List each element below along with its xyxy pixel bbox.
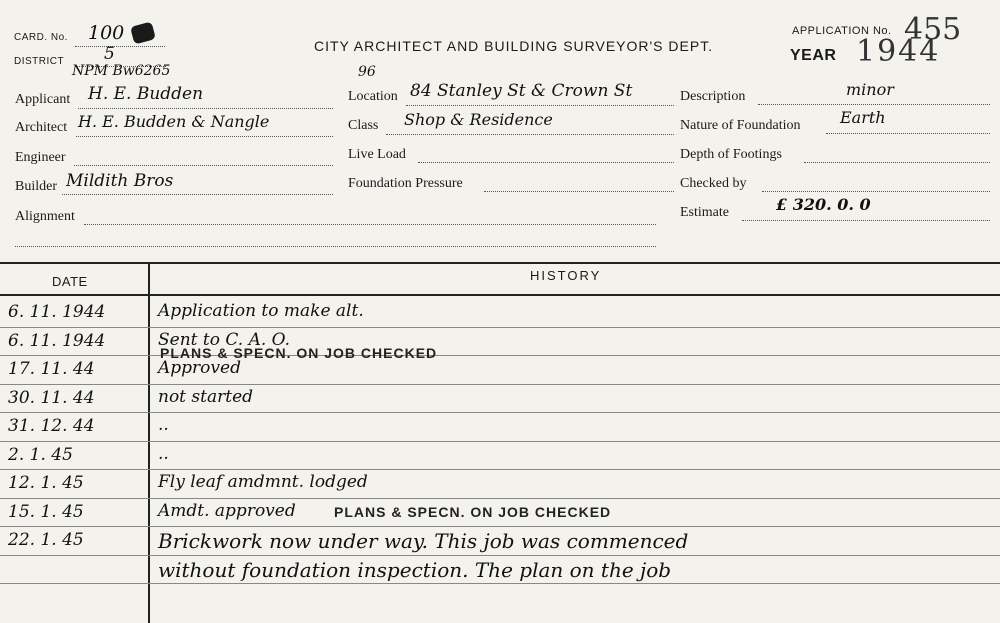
row-stamp: PLANS & SPECN. ON JOB CHECKED: [334, 503, 612, 520]
row-rule: [0, 526, 1000, 527]
row-history-text: Approved: [158, 358, 241, 378]
row-history-text: Application to make alt.: [158, 301, 364, 321]
row-rule: [0, 412, 1000, 413]
row-rule: [0, 583, 1000, 584]
foundation-pressure-line: [484, 191, 674, 192]
row-history-text: Brickwork now under way. This job was commenced: [158, 529, 689, 553]
location-label: Location: [348, 89, 398, 104]
location-line: [406, 105, 674, 106]
architect-value: H. E. Budden & Nangle: [78, 112, 270, 131]
builder-line: [62, 194, 333, 195]
blank-line: [15, 246, 656, 247]
checked-by-label: Checked by: [680, 176, 747, 191]
depth-line: [804, 162, 990, 163]
row-date: 15. 1. 45: [8, 501, 84, 522]
class-line: [386, 134, 674, 135]
row-date: 30. 11. 44: [8, 387, 95, 408]
builder-value: Mildith Bros: [66, 171, 174, 191]
date-column-divider: [148, 264, 150, 623]
ink-blot: [130, 21, 156, 44]
row-stamp: PLANS & SPECN. ON JOB CHECKED: [160, 345, 438, 361]
history-header: HISTORY: [530, 268, 602, 283]
estimate-label: Estimate: [680, 205, 729, 220]
row-date: 31. 12. 44: [8, 416, 95, 436]
builder-label: Builder: [15, 179, 57, 194]
row-history-text: Sent to C. A. O.: [158, 329, 290, 350]
row-date: 6. 11. 1944: [8, 302, 106, 322]
row-history-text: Fly leaf amdmnt. lodged: [158, 472, 368, 492]
table-top-rule: [0, 262, 1000, 264]
top-note-file-ref: NPM Bw6265: [72, 63, 171, 79]
nature-of-foundation-value: Earth: [840, 108, 886, 127]
row-rule: [0, 327, 1000, 328]
row-history-text: ..: [158, 443, 169, 464]
class-label: Class: [348, 118, 379, 133]
estimate-value: £ 320. 0. 0: [776, 195, 871, 214]
alignment-label: Alignment: [15, 209, 75, 224]
row-date: 17. 11. 44: [8, 359, 95, 379]
engineer-label: Engineer: [15, 150, 66, 165]
depth-of-footings-label: Depth of Footings: [680, 147, 782, 162]
row-date: 12. 1. 45: [8, 473, 84, 493]
row-rule: [0, 355, 1000, 356]
district-value: 5: [104, 44, 115, 64]
year-value: 1944: [856, 34, 941, 69]
row-date: 22. 1. 45: [8, 530, 84, 550]
row-date: 6. 11. 1944: [8, 330, 106, 351]
date-header: DATE: [52, 274, 88, 289]
dept-title: CITY ARCHITECT AND BUILDING SURVEYOR'S DEPT.: [314, 38, 714, 54]
row-date: 2. 1. 45: [8, 444, 73, 465]
applicant-value: H. E. Budden: [88, 84, 204, 104]
year-label: YEAR: [790, 47, 837, 64]
estimate-line: [742, 220, 990, 221]
row-rule: [0, 555, 1000, 556]
application-label: APPLICATION No.: [792, 25, 892, 37]
applicant-line: [78, 108, 333, 109]
live-load-label: Live Load: [348, 147, 406, 162]
checked-line: [762, 191, 990, 192]
district-label: DISTRICT: [14, 56, 65, 67]
architect-label: Architect: [15, 120, 68, 135]
description-label: Description: [680, 89, 746, 104]
application-number: 455: [904, 12, 962, 47]
nature-of-foundation-label: Nature of Foundation: [680, 118, 801, 133]
description-line: [758, 104, 990, 105]
alignment-line: [84, 224, 656, 225]
applicant-label: Applicant: [15, 92, 71, 107]
architect-line: [76, 136, 333, 137]
row-history-text: not started: [158, 386, 254, 407]
row-history-text: ..: [158, 415, 169, 435]
card-no-line: [75, 46, 165, 47]
location-value: 84 Stanley St & Crown St: [410, 81, 633, 101]
live-load-line: [418, 162, 674, 163]
engineer-line: [74, 165, 333, 166]
row-rule: [0, 469, 1000, 470]
row-rule: [0, 384, 1000, 385]
card-no-label: CARD. No.: [14, 32, 68, 43]
row-rule: [0, 441, 1000, 442]
top-note-number: 96: [358, 64, 376, 80]
row-history-text: Amdt. approved: [158, 500, 296, 521]
class-value: Shop & Residence: [404, 110, 553, 129]
header-bottom-rule: [0, 294, 1000, 296]
description-value: minor: [846, 80, 894, 99]
foundation-pressure-label: Foundation Pressure: [348, 176, 463, 191]
row-history-text: without foundation inspection. The plan on the job: [158, 557, 672, 582]
row-rule: [0, 498, 1000, 499]
card-no-value: 100: [88, 22, 125, 44]
nature-line: [826, 133, 990, 134]
